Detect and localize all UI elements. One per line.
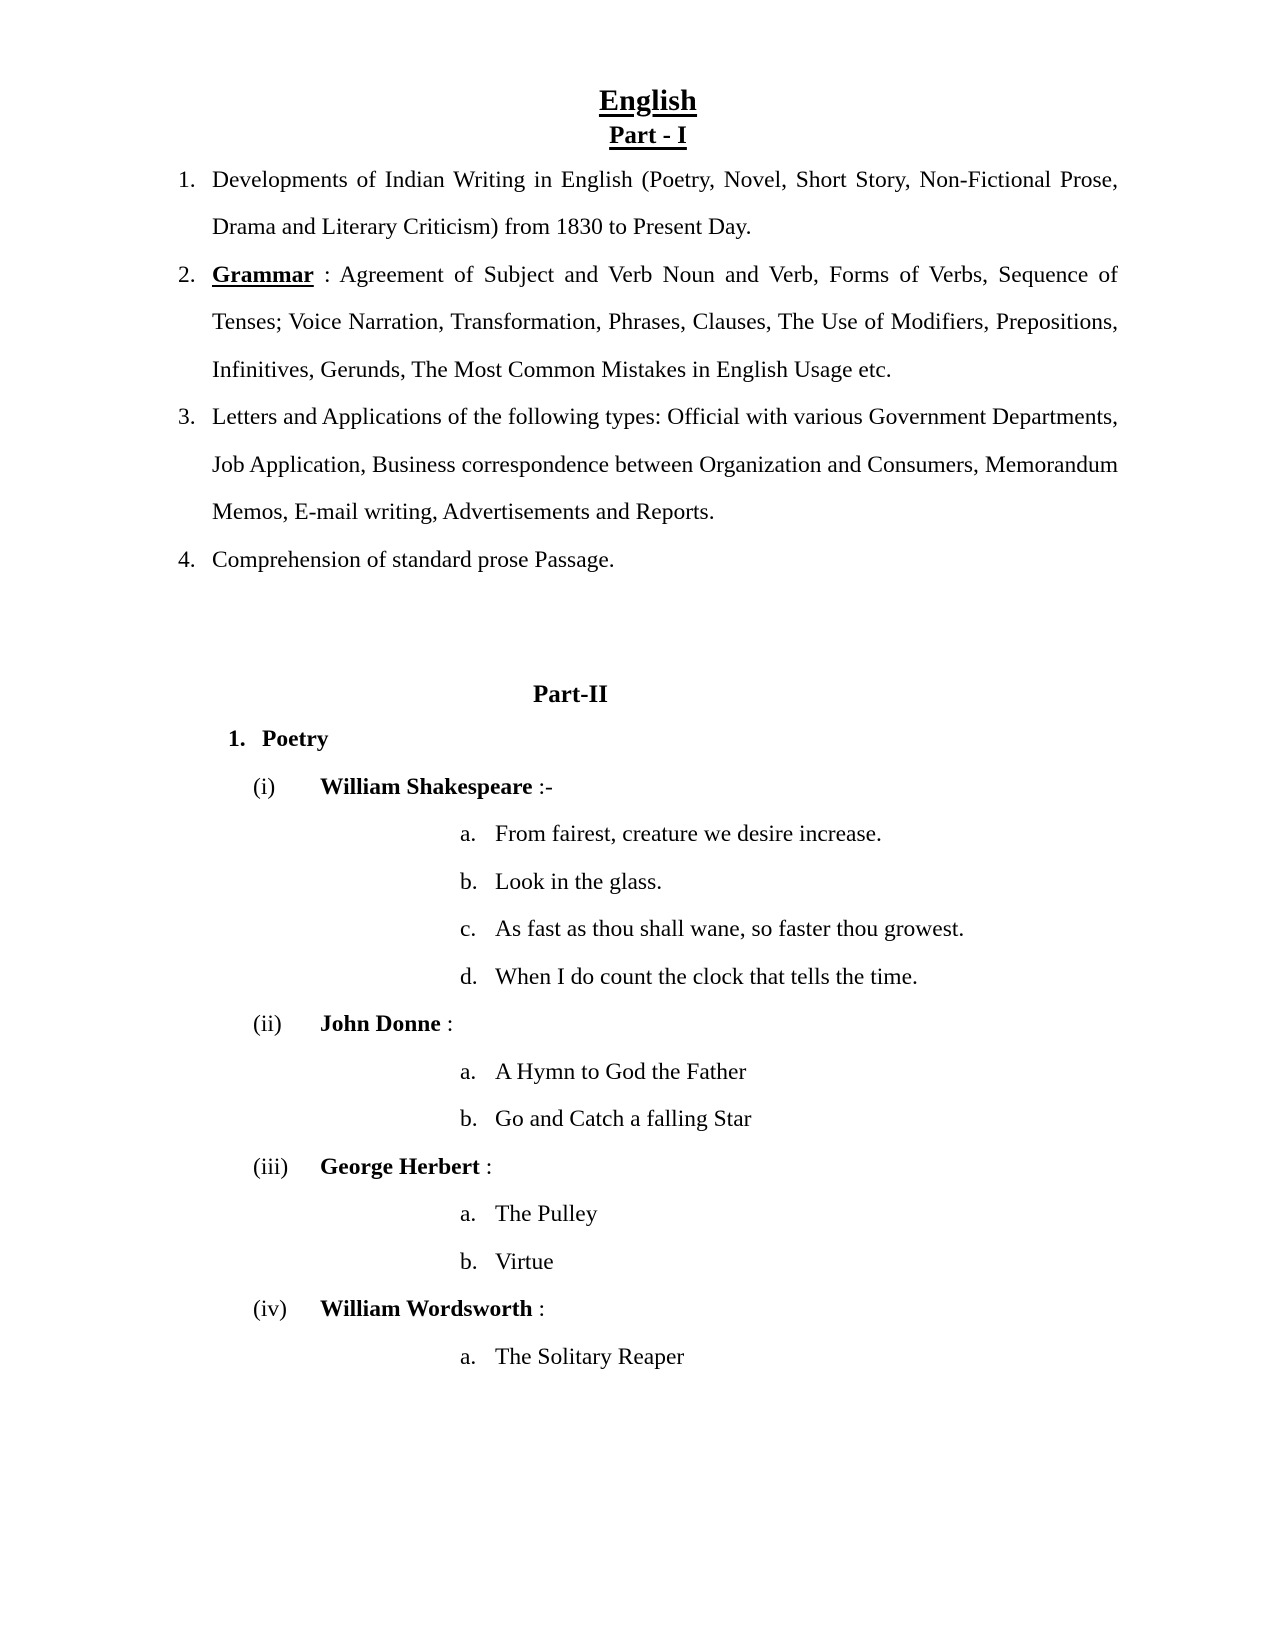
- list-marker: (iv): [253, 1296, 287, 1323]
- list-marker: a.: [460, 1201, 477, 1228]
- work-list: [320, 811, 1118, 1001]
- poet-separator: :: [479, 1153, 493, 1180]
- list-marker: a.: [460, 1343, 477, 1370]
- part-1-heading: [178, 121, 1118, 151]
- poet-entry-donne: [178, 1001, 1118, 1144]
- list-marker: b.: [460, 1106, 478, 1133]
- poet-separator: :: [440, 1011, 454, 1038]
- poet-name: George Herbert: [320, 1153, 480, 1180]
- part-1-item: [178, 252, 1118, 395]
- page-title-text: English: [598, 84, 698, 117]
- work-title: Go and Catch a falling Star: [495, 1106, 752, 1133]
- part-1-item: [178, 157, 1118, 252]
- part-1-item-text: Letters and Applications of the following types: Official with various Government Departments, Job Application, Business correspondence between Organization and Consumers, Memorandum Memos, E-mail writing, Advertisements and Reports.: [212, 404, 1118, 526]
- list-marker: 3.: [178, 404, 196, 431]
- work-list: [320, 1191, 1118, 1286]
- work-item: [320, 1049, 1118, 1097]
- poet-name: William Shakespeare: [320, 773, 533, 800]
- part-2-heading: [178, 680, 1118, 710]
- part-2-section-label: Poetry: [262, 726, 329, 753]
- part-1-item-lead: Grammar: [212, 261, 314, 288]
- part-1-item: [178, 394, 1118, 537]
- work-item: [320, 1191, 1118, 1239]
- work-list: [320, 1334, 1118, 1382]
- list-marker: c.: [460, 916, 477, 943]
- list-marker: 2.: [178, 261, 196, 288]
- part-1-item-text: Developments of Indian Writing in English (Poetry, Novel, Short Story, Non-Fictional Prose, Drama and Literary Criticism) from 1830 to Present Day.: [212, 166, 1118, 241]
- work-title: The Pulley: [495, 1201, 598, 1228]
- work-title: As fast as thou shall wane, so faster thou growest.: [495, 916, 965, 943]
- list-marker: 1.: [178, 166, 196, 193]
- work-item: [320, 1239, 1118, 1287]
- part-1-heading-text: Part - I: [609, 121, 687, 149]
- work-item: [320, 954, 1118, 1002]
- part-1-list: [178, 157, 1118, 585]
- list-marker: b.: [460, 868, 478, 895]
- work-title: A Hymn to God the Father: [495, 1058, 747, 1085]
- part-1-item-body: [212, 252, 1118, 395]
- work-title: The Solitary Reaper: [495, 1343, 685, 1370]
- part-2-section-header: [178, 716, 1118, 764]
- page-title: [178, 84, 1118, 119]
- list-marker: b.: [460, 1248, 478, 1275]
- list-marker: a.: [460, 821, 477, 848]
- list-marker: (iii): [253, 1153, 289, 1180]
- part-1-item: [178, 537, 1118, 585]
- list-marker: (ii): [253, 1011, 282, 1038]
- work-item: [320, 906, 1118, 954]
- document-content: [178, 84, 1118, 1381]
- part-1-item-body: [212, 394, 1118, 537]
- part-1-item-text: Agreement of Subject and Verb Noun and Verb, Forms of Verbs, Sequence of Tenses; Voice Narration, Transformation, Phrases, Clauses, The Use of Modifiers, Prepositions, Infinitives, Gerunds, The Most Common Mistakes in English Usage etc.: [212, 261, 1119, 383]
- section-spacer: [178, 584, 1118, 680]
- part-1-item-text: Comprehension of standard prose Passage.: [212, 546, 615, 573]
- poet-entry-shakespeare: [178, 764, 1118, 1002]
- part-2-heading-text: Part-II: [533, 681, 608, 709]
- part-1-item-separator: :: [313, 261, 340, 288]
- work-title: Virtue: [495, 1248, 554, 1275]
- list-marker: 4.: [178, 546, 196, 573]
- work-title: Look in the glass.: [495, 868, 663, 895]
- list-marker: d.: [460, 963, 478, 990]
- poet-list: [178, 764, 1118, 1382]
- part-2-section-poetry: [178, 716, 1118, 1381]
- poet-name: John Donne: [320, 1011, 441, 1038]
- work-item: [320, 859, 1118, 907]
- list-marker: (i): [253, 773, 276, 800]
- work-list: [320, 1049, 1118, 1144]
- poet-separator: :-: [532, 773, 553, 800]
- part-1-item-body: [212, 157, 1118, 252]
- poet-entry-herbert: [178, 1144, 1118, 1287]
- work-title: When I do count the clock that tells the time.: [495, 963, 918, 990]
- work-item: [320, 1334, 1118, 1382]
- poet-name: William Wordsworth: [320, 1296, 533, 1323]
- part-1-item-body: [212, 537, 1118, 585]
- poet-entry-wordsworth: [178, 1286, 1118, 1381]
- work-item: [320, 811, 1118, 859]
- part-2-list: [178, 716, 1118, 1381]
- list-marker: 1.: [228, 726, 246, 753]
- work-item: [320, 1096, 1118, 1144]
- list-marker: a.: [460, 1058, 477, 1085]
- work-title: From fairest, creature we desire increase.: [495, 821, 882, 848]
- poet-separator: :: [532, 1296, 546, 1323]
